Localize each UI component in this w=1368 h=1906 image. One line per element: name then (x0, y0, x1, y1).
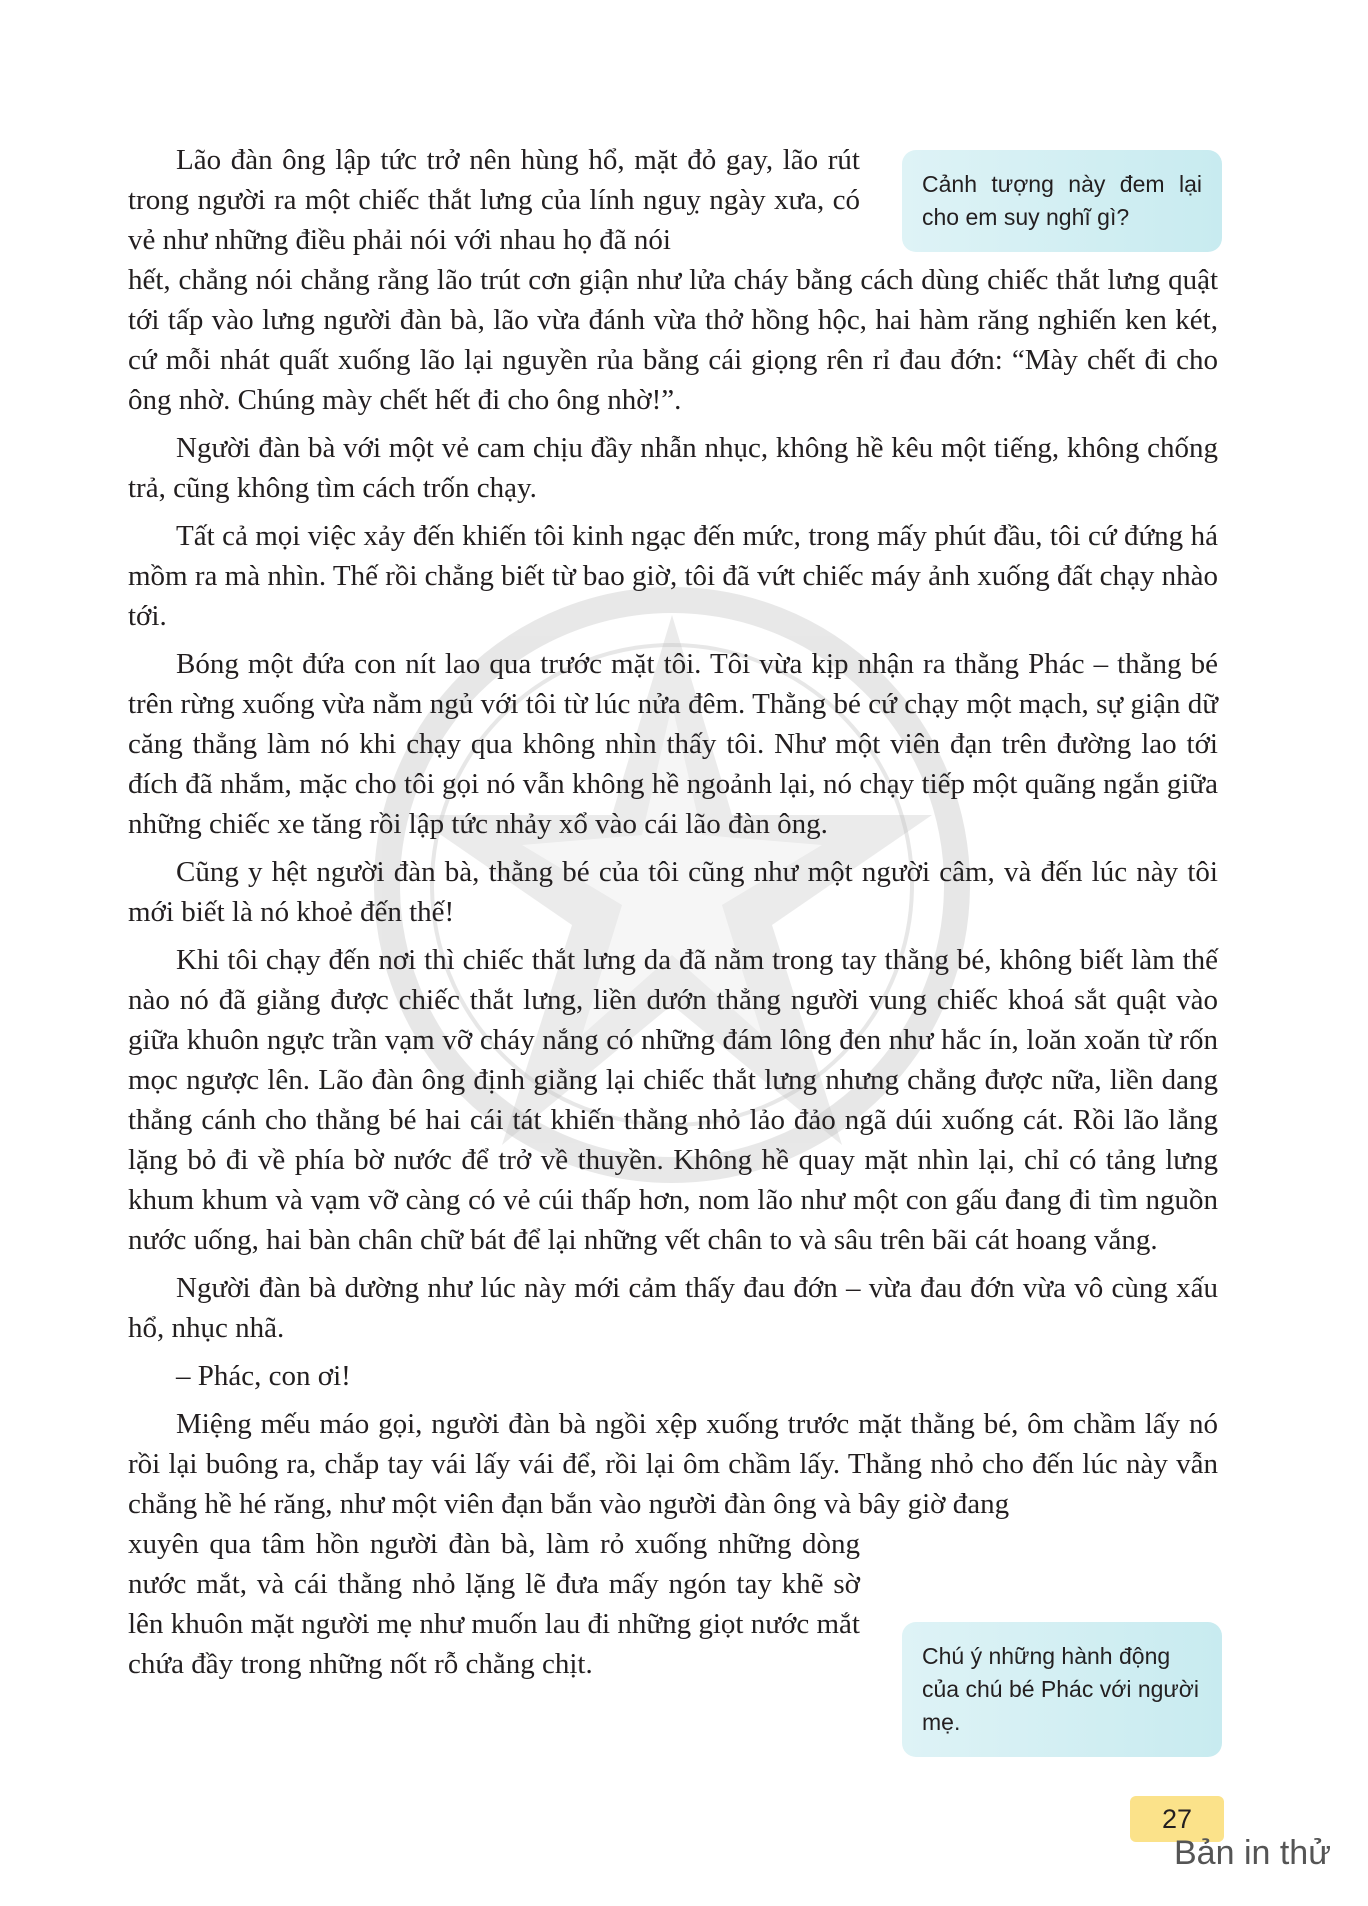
paragraph-9-start: Miệng mếu máo gọi, người đàn bà ngồi xệp xuống trước mặt thằng bé, ôm chầm lấy nó rồi lại buông ra, chắp tay vái lấy vái để, rồi lại ôm chầm lấy. Thằng nhỏ cho đến lúc này vẫn chẳng hề hé răng, như một viên đạn bắn vào người đàn ông và bây giờ đang (128, 1408, 1218, 1520)
paragraph-8-dialogue: – Phác, con ơi! (176, 1360, 351, 1392)
paragraph-5: Cũng y hệt người đàn bà, thằng bé của tôi cũng như một người câm, và đến lúc này tôi mới biết là nó khoẻ đến thế! (128, 856, 1218, 928)
story-text (128, 140, 1218, 1684)
paragraph-2: Người đàn bà với một vẻ cam chịu đầy nhẫn nhục, không hề kêu một tiếng, không chống trả, cũng không tìm cách trốn chạy. (128, 432, 1218, 504)
side-note-attention: Chú ý những hành động của chú bé Phác với người mẹ. (902, 1622, 1222, 1757)
paragraph-9-continued: xuyên qua tâm hồn người đàn bà, làm rỏ xuống những dòng nước mắt, và cái thằng nhỏ lặng lẽ đưa mấy ngón tay khẽ sờ lên khuôn mặt người mẹ như muốn lau đi những giọt nước mắt chứa đầy trong những nốt rỗ chằng chịt. (128, 1528, 860, 1680)
paragraph-4: Bóng một đứa con nít lao qua trước mặt tôi. Tôi vừa kịp nhận ra thằng Phác – thằng bé trên rừng xuống vừa nằm ngủ với tôi từ lúc nửa đêm. Thằng bé cứ chạy một mạch, sự giận dữ căng thẳng làm nó khi chạy qua không nhìn thấy tôi. Như một viên đạn trên đường lao tới đích đã nhắm, mặc cho tôi gọi nó vẫn không hề ngoảnh lại, nó chạy tiếp một quãng ngắn giữa những chiếc xe tăng rồi lập tức nhảy xổ vào cái lão đàn ông. (128, 648, 1218, 840)
page-number: 27 (1130, 1796, 1224, 1842)
proof-label: Bản in thử (1174, 1834, 1331, 1872)
paragraph-3: Tất cả mọi việc xảy đến khiến tôi kinh ngạc đến mức, trong mấy phút đầu, tôi cứ đứng há mồm ra mà nhìn. Thế rồi chẳng biết từ bao giờ, tôi đã vứt chiếc máy ảnh xuống đất chạy nhào tới. (128, 520, 1218, 632)
paragraph-1-start: Lão đàn ông lập tức trở nên hùng hổ, mặt đỏ gay, lão rút trong người ra một chiếc thắt lưng của lính nguỵ ngày xưa, có vẻ như những điều phải nói với nhau họ đã nói (128, 144, 860, 256)
paragraph-7: Người đàn bà dường như lúc này mới cảm thấy đau đớn – vừa đau đớn vừa vô cùng xấu hổ, nhục nhã. (128, 1272, 1218, 1344)
paragraph-6: Khi tôi chạy đến nơi thì chiếc thắt lưng da đã nằm trong tay thằng bé, không biết làm thế nào nó đã giằng được chiếc thắt lưng, liền dướn thẳng người vung chiếc khoá sắt quật vào giữa khuôn ngực trần vạm vỡ cháy nắng có những đám lông đen như hắc ín, loăn xoăn từ rốn mọc ngược lên. Lão đàn ông định giằng lại chiếc thắt lưng nhưng chẳng được nữa, liền dang thẳng cánh cho thằng bé hai cái tát khiến thằng nhỏ lảo đảo ngã dúi xuống cát. Rồi lão lẳng lặng bỏ đi về phía bờ nước để trở về thuyền. Không hề quay mặt nhìn lại, chỉ có tảng lưng khum khum và vạm vỡ càng có vẻ cúi thấp hơn, nom lão như một con gấu đang đi tìm nguồn nước uống, hai bàn chân chữ bát để lại những vết chân to và sâu trên bãi cát hoang vắng. (128, 944, 1218, 1256)
paragraph-1-continued: hết, chẳng nói chẳng rằng lão trút cơn giận như lửa cháy bằng cách dùng chiếc thắt lưng quật tới tấp vào lưng người đàn bà, lão vừa đánh vừa thở hồng hộc, hai hàm răng nghiến ken két, cứ mỗi nhát quất xuống lão lại nguyền rủa bằng cái giọng rên rỉ đau đớn: “Mày chết đi cho ông nhờ. Chúng mày chết hết đi cho ông nhờ!”. (128, 264, 1218, 416)
side-note-question: Cảnh tượng này đem lại cho em suy nghĩ gì? (902, 150, 1222, 252)
